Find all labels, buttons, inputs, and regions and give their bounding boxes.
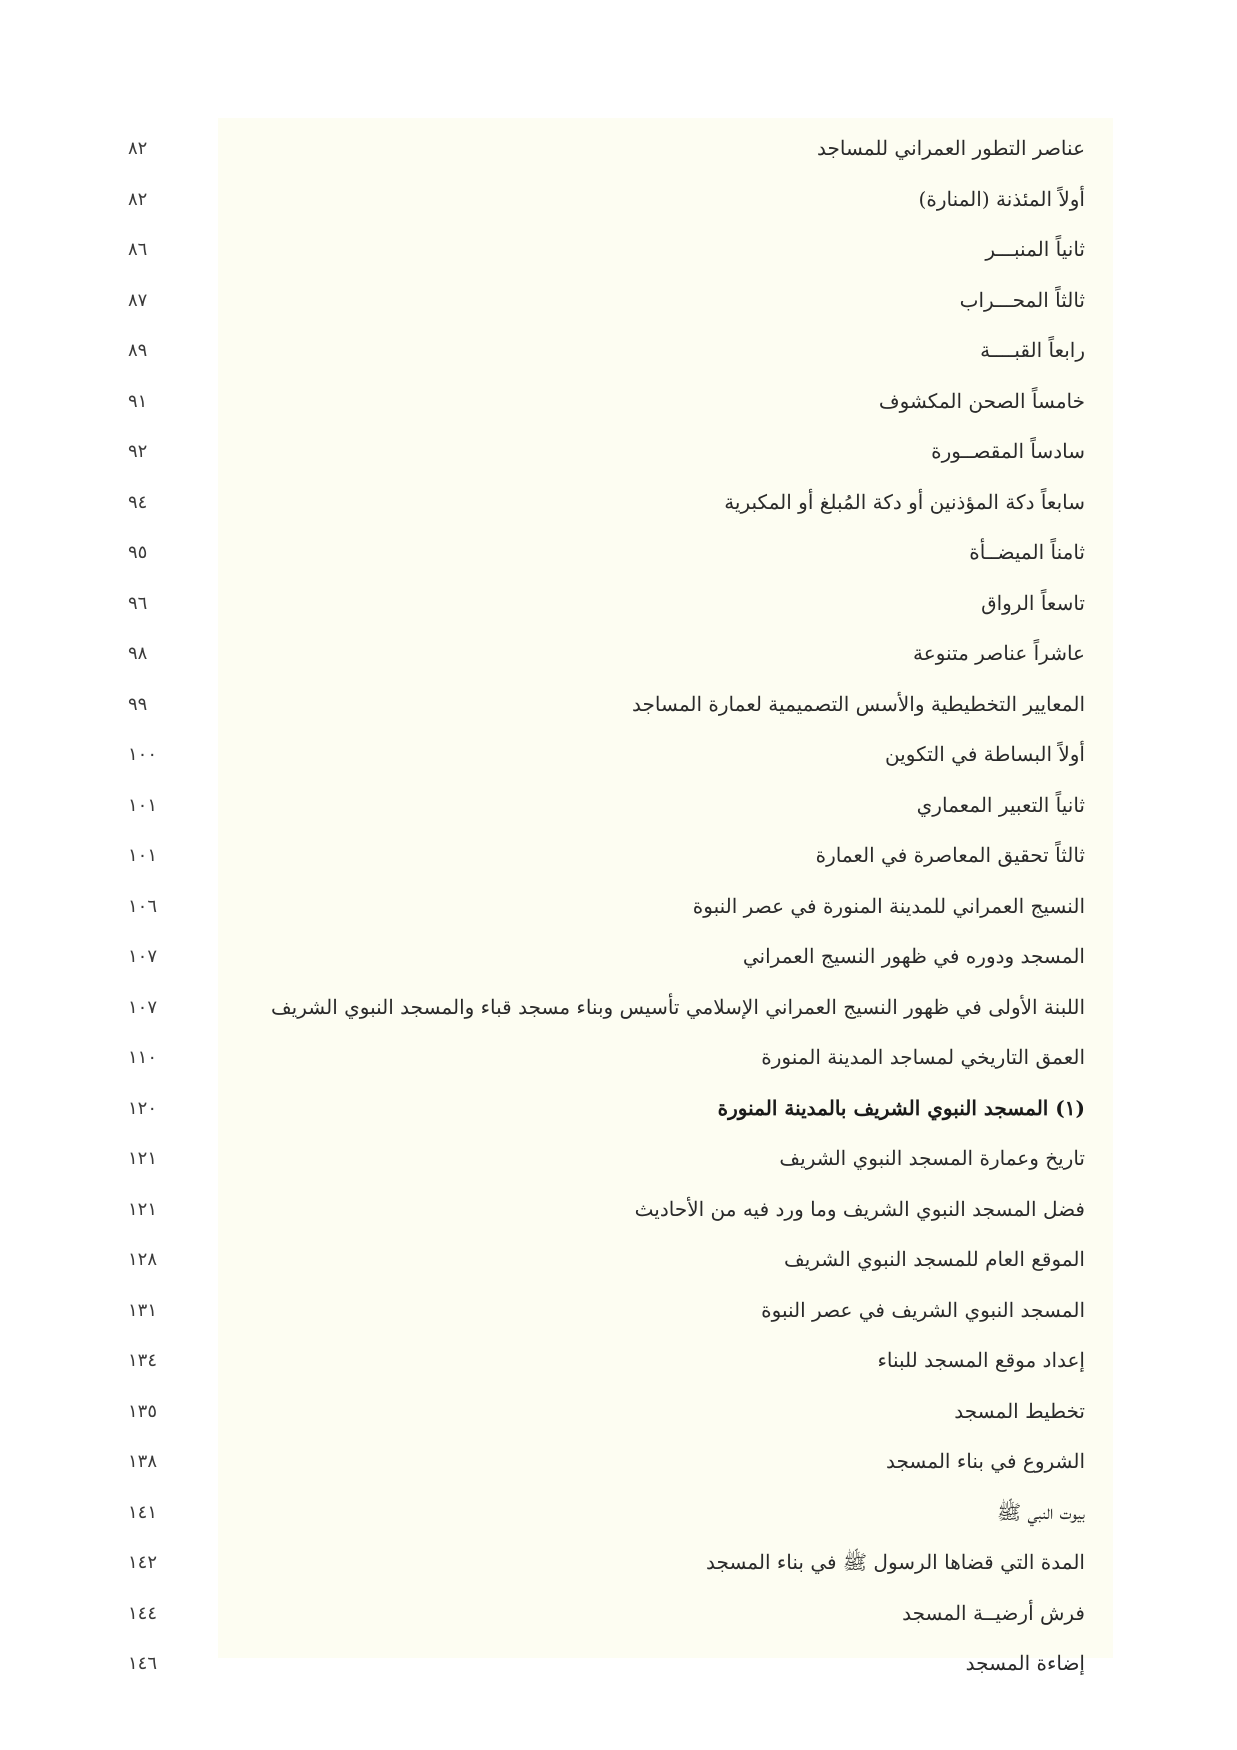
toc-entry-page-number: ١٤٢	[128, 1552, 158, 1573]
toc-entry-title: أولاً البساطة في التكوين	[884, 742, 1085, 766]
toc-entry-page-number: ٨٧	[128, 289, 148, 311]
toc-entry	[120, 987, 1085, 1038]
toc-entry-page-number: ١٣٥	[128, 1400, 158, 1422]
toc-entry	[120, 179, 1085, 230]
toc-entry-title: الموقع العام للمسجد النبوي الشريف	[784, 1247, 1085, 1271]
toc-entry-page-number: ١٤٦	[128, 1653, 158, 1674]
toc-entry-title: ثالثاً المحـــراب	[959, 287, 1085, 312]
toc-entry-page-number: ١١٠	[128, 1047, 158, 1068]
toc-entry-page-number: ١٢١	[128, 1148, 158, 1169]
toc-entry-title: المسجد النبوي الشريف في عصر النبوة	[761, 1297, 1085, 1322]
toc-entry	[120, 330, 1085, 381]
toc-entry-page-number: ٨٩	[128, 340, 148, 361]
toc-entry-title: تخطيط المسجد	[954, 1398, 1085, 1423]
toc-entry	[120, 381, 1085, 432]
toc-entry-page-number: ٩٨	[128, 643, 148, 664]
toc-entry-title: تاريخ وعمارة المسجد النبوي الشريف	[779, 1146, 1085, 1170]
toc-entry	[120, 886, 1085, 937]
toc-entry	[120, 1037, 1085, 1088]
toc-entry-page-number: ١٠٧	[128, 946, 158, 967]
toc-entry	[120, 128, 1085, 179]
toc-entry	[120, 280, 1085, 331]
toc-entry-page-number: ٩٥	[128, 542, 148, 563]
toc-entry-title: النسيج العمراني للمدينة المنورة في عصر النبوة	[692, 893, 1085, 918]
toc-entry	[120, 583, 1085, 634]
toc-entry-page-number: ١٠٠	[128, 744, 158, 765]
toc-entry	[120, 734, 1085, 785]
toc-entry-title: فضل المسجد النبوي الشريف وما ورد فيه من الأحاديث	[634, 1196, 1085, 1221]
toc-entry-title: أولاً المئذنة (المنارة)	[918, 186, 1085, 211]
toc-entry-title: عاشراً عناصر متنوعة	[913, 641, 1085, 665]
toc-entry	[120, 1088, 1085, 1139]
toc-entry-page-number: ٨٢	[128, 138, 148, 159]
toc-entry	[120, 1643, 1085, 1694]
toc-entry-title: ثالثاً تحقيق المعاصرة في العمارة	[815, 843, 1085, 867]
toc-entry-title: ثانياً التعبير المعماري	[916, 792, 1085, 817]
toc-entry-title: بيوت النبي ﷺ	[996, 1499, 1085, 1524]
toc-entry-title: ثانياً المنبـــر	[985, 237, 1085, 261]
toc-entry	[120, 1138, 1085, 1189]
toc-entry	[120, 1391, 1085, 1442]
toc-entry-page-number: ١٢٨	[128, 1249, 158, 1270]
toc-entry-page-number: ١٠١	[128, 794, 158, 816]
toc-entry-title: إعداد موقع المسجد للبناء	[877, 1348, 1085, 1372]
toc-entry-title: خامساً الصحن المكشوف	[878, 388, 1085, 413]
toc-entry-title: الشروع في بناء المسجد	[886, 1449, 1085, 1473]
toc-entry-page-number: ١٠٦	[128, 895, 158, 917]
toc-entry	[120, 1593, 1085, 1644]
toc-entry-title: رابعاً القبــــة	[980, 338, 1085, 362]
toc-entry	[120, 1492, 1085, 1543]
toc-entry-title: عناصر التطور العمراني للمساجد	[817, 136, 1085, 160]
toc-entry-page-number: ١٢١	[128, 1198, 158, 1220]
toc-entry	[120, 229, 1085, 280]
toc-entry-title: المسجد ودوره في ظهور النسيج العمراني	[742, 944, 1085, 968]
toc-entry-title: سابعاً دكة المؤذنين أو دكة المُبلغ أو المكبرية	[724, 489, 1085, 514]
toc-entry	[120, 633, 1085, 684]
toc-entry-page-number: ١٣١	[128, 1299, 158, 1321]
toc-entry-title: اللبنة الأولى في ظهور النسيج العمراني الإسلامي تأسيس وبناء مسجد قباء والمسجد النبوي الشريف	[270, 994, 1085, 1019]
toc-entry	[120, 532, 1085, 583]
toc-entry	[120, 684, 1085, 735]
toc-entry	[120, 1239, 1085, 1290]
toc-entry-page-number: ٩١	[128, 390, 148, 412]
toc-entry-page-number: ١٢٠	[128, 1097, 158, 1119]
toc-entry	[120, 431, 1085, 482]
toc-entry-title: المعايير التخطيطية والأسس التصميمية لعمارة المساجد	[632, 691, 1085, 716]
toc-entry-title: فرش أرضيــة المسجد	[902, 1600, 1085, 1625]
toc-entry-title: سادساً المقصــورة	[931, 439, 1085, 463]
toc-entry-page-number: ١٣٨	[128, 1451, 158, 1472]
toc-entry-page-number: ١٠٧	[128, 996, 158, 1018]
toc-entry-title: العمق التاريخي لمساجد المدينة المنورة	[761, 1045, 1085, 1069]
toc-entry-page-number: ٨٦	[128, 239, 148, 260]
toc-entry-page-number: ٩٩	[128, 693, 148, 715]
toc-entry-page-number: ١٤٤	[128, 1602, 158, 1624]
toc-entry	[120, 1542, 1085, 1593]
toc-entry	[120, 1441, 1085, 1492]
toc-entry	[120, 1340, 1085, 1391]
toc-entry	[120, 785, 1085, 836]
toc-entry-title: تاسعاً الرواق	[981, 590, 1085, 615]
toc-entry	[120, 1189, 1085, 1240]
toc-entry-title: ثامناً الميضــأة	[969, 540, 1085, 564]
toc-entry	[120, 835, 1085, 886]
toc-entry	[120, 936, 1085, 987]
toc-entry-title: (١) المسجد النبوي الشريف بالمدينة المنورة	[717, 1095, 1085, 1120]
toc-entry	[120, 482, 1085, 533]
toc-entry-page-number: ١٠١	[128, 845, 158, 866]
toc-entry-page-number: ١٤١	[128, 1501, 158, 1523]
table-of-contents	[120, 128, 1085, 1694]
toc-entry-page-number: ٨٢	[128, 188, 148, 210]
toc-entry-title: المدة التي قضاها الرسول ﷺ في بناء المسجد	[706, 1550, 1085, 1574]
toc-entry-page-number: ٩٦	[128, 592, 148, 614]
toc-entry-page-number: ١٣٤	[128, 1350, 158, 1371]
toc-entry-title: إضاءة المسجد	[965, 1651, 1085, 1675]
toc-entry-page-number: ٩٤	[128, 491, 148, 513]
toc-entry	[120, 1290, 1085, 1341]
toc-entry-page-number: ٩٢	[128, 441, 148, 462]
